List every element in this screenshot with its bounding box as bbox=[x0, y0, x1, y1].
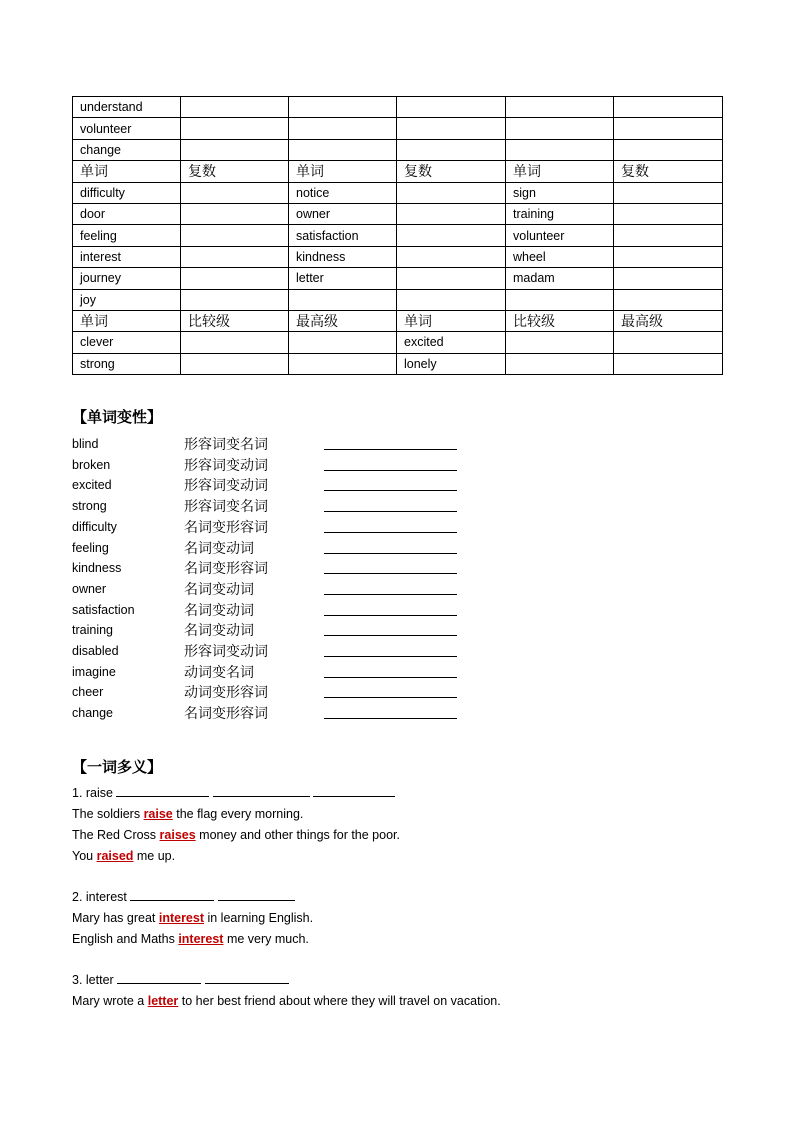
table-row bbox=[73, 225, 723, 246]
example-sentence bbox=[72, 805, 303, 823]
table-cell: 单词 bbox=[397, 310, 506, 331]
table-cell: difficulty bbox=[73, 182, 181, 203]
answer-blank[interactable] bbox=[324, 656, 457, 657]
table-answer-cell[interactable] bbox=[289, 139, 397, 160]
table-row bbox=[73, 203, 723, 224]
table-answer-cell[interactable] bbox=[289, 332, 397, 353]
answer-blank[interactable] bbox=[324, 490, 457, 491]
table-answer-cell[interactable] bbox=[181, 139, 289, 160]
table-answer-cell[interactable] bbox=[506, 97, 614, 118]
example-sentence bbox=[72, 847, 175, 865]
table-answer-cell[interactable] bbox=[614, 353, 723, 374]
table-answer-cell[interactable] bbox=[289, 353, 397, 374]
table-answer-cell[interactable] bbox=[614, 246, 723, 267]
table-answer-cell[interactable] bbox=[289, 118, 397, 139]
word-formation-word: strong bbox=[72, 499, 107, 514]
word-formation-task: 形容词变动词 bbox=[184, 456, 268, 473]
word-formation-task: 名词变动词 bbox=[184, 539, 254, 556]
word-formation-item bbox=[72, 455, 472, 475]
polysemy-title: 【一词多义】 bbox=[72, 758, 163, 776]
word-formation-task: 形容词变动词 bbox=[184, 643, 268, 659]
table-cell: letter bbox=[289, 268, 397, 289]
table-answer-cell[interactable] bbox=[397, 97, 506, 118]
table-cell: volunteer bbox=[506, 225, 614, 246]
table-answer-cell[interactable] bbox=[181, 203, 289, 224]
sentence-text: money and other things for the poor. bbox=[195, 828, 400, 842]
answer-blank[interactable] bbox=[117, 971, 201, 984]
highlighted-word: letter bbox=[147, 994, 179, 1008]
word-formation-word: feeling bbox=[72, 540, 109, 555]
table-answer-cell[interactable] bbox=[397, 289, 506, 310]
table-cell: 单词 bbox=[506, 161, 614, 182]
sentence-text: You bbox=[72, 849, 97, 863]
vocabulary-table bbox=[72, 96, 723, 375]
table-answer-cell[interactable] bbox=[397, 268, 506, 289]
polysemy-word: 1. raise bbox=[72, 786, 113, 800]
table-answer-cell[interactable] bbox=[181, 353, 289, 374]
word-formation-task: 动词变名词 bbox=[184, 663, 254, 680]
word-formation-task: 形容词变名词 bbox=[184, 498, 268, 515]
answer-blank[interactable] bbox=[324, 635, 457, 636]
table-cell: 单词 bbox=[73, 310, 181, 331]
table-cell: wheel bbox=[506, 246, 614, 267]
table-answer-cell[interactable] bbox=[181, 268, 289, 289]
table-answer-cell[interactable] bbox=[614, 203, 723, 224]
word-formation-word: difficulty bbox=[72, 519, 117, 534]
word-formation-task: 名词变动词 bbox=[184, 622, 254, 639]
table-answer-cell[interactable] bbox=[506, 332, 614, 353]
word-formation-item bbox=[72, 703, 472, 723]
table-answer-cell[interactable] bbox=[181, 118, 289, 139]
sentence-text: Mary wrote a bbox=[72, 994, 148, 1008]
table-row bbox=[73, 118, 723, 139]
table-cell: 单词 bbox=[289, 161, 397, 182]
word-formation-item bbox=[72, 434, 472, 454]
word-formation-word: blind bbox=[72, 437, 99, 451]
answer-blank[interactable] bbox=[324, 553, 457, 554]
sentence-text: Mary has great bbox=[72, 911, 159, 925]
answer-blank[interactable] bbox=[205, 971, 289, 984]
table-cell: door bbox=[73, 203, 181, 224]
table-row bbox=[73, 246, 723, 267]
word-formation-task: 动词变形容词 bbox=[184, 684, 268, 701]
word-formation-item bbox=[72, 558, 472, 578]
answer-blank[interactable] bbox=[218, 888, 295, 901]
sentence-text: me up. bbox=[133, 849, 176, 863]
table-cell: satisfaction bbox=[289, 225, 397, 246]
answer-blank[interactable] bbox=[324, 470, 457, 471]
answer-blank[interactable] bbox=[324, 573, 457, 574]
word-formation-task: 名词变形容词 bbox=[184, 518, 268, 535]
polysemy-heading bbox=[72, 784, 395, 802]
table-answer-cell[interactable] bbox=[181, 332, 289, 353]
word-formation-word: cheer bbox=[72, 685, 104, 700]
sentence-text: the flag every morning. bbox=[172, 807, 304, 821]
table-row bbox=[73, 289, 723, 310]
table-answer-cell[interactable] bbox=[614, 97, 723, 118]
table-cell: change bbox=[73, 139, 181, 160]
example-sentence bbox=[72, 930, 309, 948]
word-formation-item bbox=[72, 579, 472, 599]
table-answer-cell[interactable] bbox=[181, 246, 289, 267]
polysemy-word: 2. interest bbox=[72, 890, 127, 904]
table-answer-cell[interactable] bbox=[397, 246, 506, 267]
table-cell: kindness bbox=[289, 246, 397, 267]
word-formation-word: satisfaction bbox=[72, 602, 135, 617]
table-cell: 比较级 bbox=[181, 310, 289, 331]
table-answer-cell[interactable] bbox=[506, 118, 614, 139]
table-answer-cell[interactable] bbox=[506, 353, 614, 374]
table-answer-cell[interactable] bbox=[397, 182, 506, 203]
highlighted-word: raises bbox=[159, 828, 196, 842]
table-cell: 最高级 bbox=[614, 310, 723, 331]
answer-blank[interactable] bbox=[324, 594, 457, 595]
table-cell: journey bbox=[73, 268, 181, 289]
sentence-text: English and Maths bbox=[72, 932, 179, 946]
table-cell: 单词 bbox=[73, 161, 181, 182]
table-row bbox=[73, 97, 723, 118]
word-formation-word: owner bbox=[72, 581, 107, 596]
table-cell: lonely bbox=[397, 353, 506, 374]
table-row bbox=[73, 353, 723, 374]
table-row bbox=[73, 268, 723, 289]
word-formation-item bbox=[72, 641, 472, 661]
table-answer-cell[interactable] bbox=[614, 268, 723, 289]
word-formation-word: kindness bbox=[72, 561, 122, 576]
word-formation-item bbox=[72, 538, 472, 558]
table-answer-cell[interactable] bbox=[506, 289, 614, 310]
table-cell: joy bbox=[73, 289, 181, 310]
word-formation-task: 名词变动词 bbox=[184, 580, 254, 597]
table-cell: notice bbox=[289, 182, 397, 203]
table-cell: madam bbox=[506, 268, 614, 289]
sentence-text: in learning English. bbox=[204, 911, 314, 925]
word-formation-task: 名词变形容词 bbox=[184, 705, 268, 722]
table-cell: clever bbox=[73, 332, 181, 353]
table-answer-cell[interactable] bbox=[614, 182, 723, 203]
polysemy-word: 3. letter bbox=[72, 973, 114, 987]
answer-blank[interactable] bbox=[324, 677, 457, 678]
example-sentence bbox=[72, 826, 400, 844]
table-row bbox=[73, 139, 723, 160]
table-answer-cell[interactable] bbox=[181, 182, 289, 203]
highlighted-word: raise bbox=[143, 807, 173, 821]
word-formation-word: excited bbox=[72, 478, 112, 493]
sentence-text: The soldiers bbox=[72, 807, 144, 821]
word-formation-item bbox=[72, 517, 472, 537]
table-cell: training bbox=[506, 203, 614, 224]
answer-blank[interactable] bbox=[324, 697, 457, 698]
answer-blank[interactable] bbox=[324, 532, 457, 533]
table-answer-cell[interactable] bbox=[506, 139, 614, 160]
sentence-text: The Red Cross bbox=[72, 828, 160, 842]
word-formation-word: imagine bbox=[72, 664, 116, 679]
table-answer-cell[interactable] bbox=[397, 118, 506, 139]
answer-blank[interactable] bbox=[324, 615, 457, 616]
table-answer-cell[interactable] bbox=[614, 332, 723, 353]
word-formation-item bbox=[72, 496, 472, 516]
table-answer-cell[interactable] bbox=[181, 97, 289, 118]
word-formation-task: 形容词变名词 bbox=[184, 436, 268, 452]
table-cell: understand bbox=[73, 97, 181, 118]
highlighted-word: interest bbox=[178, 932, 224, 946]
table-answer-cell[interactable] bbox=[614, 139, 723, 160]
table-answer-cell[interactable] bbox=[397, 139, 506, 160]
answer-blank[interactable] bbox=[116, 784, 209, 797]
table-row bbox=[73, 332, 723, 353]
word-formation-task: 形容词变动词 bbox=[184, 477, 268, 494]
polysemy-heading bbox=[72, 888, 295, 906]
table-cell: owner bbox=[289, 203, 397, 224]
example-sentence bbox=[72, 992, 501, 1010]
table-cell: strong bbox=[73, 353, 181, 374]
word-formation-word: training bbox=[72, 623, 113, 638]
answer-blank[interactable] bbox=[213, 784, 310, 797]
highlighted-word: raised bbox=[96, 849, 134, 863]
table-answer-cell[interactable] bbox=[614, 118, 723, 139]
highlighted-word: interest bbox=[158, 911, 204, 925]
table-cell: 复数 bbox=[614, 161, 723, 182]
word-formation-item bbox=[72, 682, 472, 702]
table-row bbox=[73, 182, 723, 203]
table-answer-cell[interactable] bbox=[289, 289, 397, 310]
word-formation-task: 名词变形容词 bbox=[184, 560, 268, 577]
table-answer-cell[interactable] bbox=[181, 289, 289, 310]
word-formation-item bbox=[72, 475, 472, 495]
table-cell: interest bbox=[73, 246, 181, 267]
table-cell: 比较级 bbox=[506, 310, 614, 331]
word-formation-title: 【单词变性】 bbox=[72, 408, 163, 426]
sentence-text: to her best friend about where they will travel on vacation. bbox=[178, 994, 501, 1008]
example-sentence bbox=[72, 909, 313, 927]
word-formation-word: disabled bbox=[72, 644, 119, 658]
word-formation-word: change bbox=[72, 706, 114, 721]
answer-blank[interactable] bbox=[313, 784, 395, 797]
answer-blank[interactable] bbox=[324, 449, 457, 450]
sentence-text: me very much. bbox=[223, 932, 309, 946]
word-formation-item bbox=[72, 600, 472, 620]
table-cell: feeling bbox=[73, 225, 181, 246]
table-cell: excited bbox=[397, 332, 506, 353]
table-cell: 复数 bbox=[397, 161, 506, 182]
table-answer-cell[interactable] bbox=[397, 203, 506, 224]
answer-blank[interactable] bbox=[324, 718, 457, 719]
polysemy-heading bbox=[72, 971, 289, 989]
word-formation-word: broken bbox=[72, 457, 111, 472]
table-answer-cell[interactable] bbox=[181, 225, 289, 246]
table-row bbox=[73, 161, 723, 182]
word-formation-task: 名词变动词 bbox=[184, 601, 254, 618]
table-cell: sign bbox=[506, 182, 614, 203]
table-answer-cell[interactable] bbox=[614, 225, 723, 246]
answer-blank[interactable] bbox=[130, 888, 214, 901]
table-cell: 复数 bbox=[181, 161, 289, 182]
word-formation-item bbox=[72, 662, 472, 682]
table-row bbox=[73, 310, 723, 331]
answer-blank[interactable] bbox=[324, 511, 457, 512]
table-cell: volunteer bbox=[73, 118, 181, 139]
table-answer-cell[interactable] bbox=[289, 97, 397, 118]
table-answer-cell[interactable] bbox=[614, 289, 723, 310]
table-answer-cell[interactable] bbox=[397, 225, 506, 246]
table-cell: 最高级 bbox=[289, 310, 397, 331]
word-formation-item bbox=[72, 620, 472, 640]
